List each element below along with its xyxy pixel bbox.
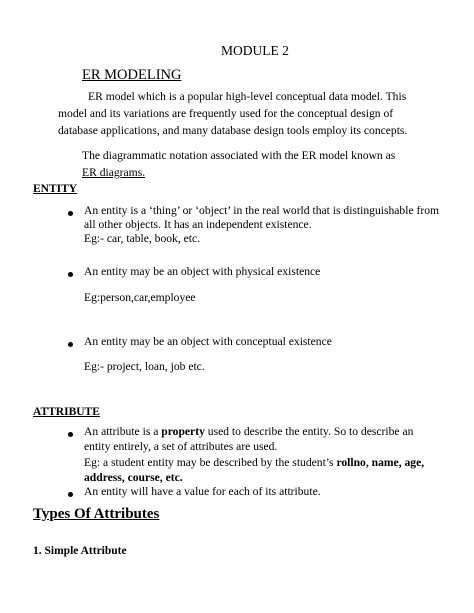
property-bold-term: property: [161, 425, 205, 438]
entity-heading: ENTITY: [33, 183, 78, 195]
entity-bullet-1-line-3: Eg:- car, table, book, etc.: [84, 232, 201, 245]
types-of-attributes-heading: Types Of Attributes: [33, 506, 160, 522]
attribute-bullet-2: An entity will have a value for each of its attribute.: [84, 485, 321, 498]
entity-bullet-2-example: Eg:person,car,employee: [84, 291, 196, 304]
bullet-icon: [68, 432, 73, 437]
er-diagrams-link-text: ER diagrams.: [82, 166, 146, 179]
module-title: MODULE 2: [221, 43, 289, 58]
entity-bullet-3-line-1: An entity may be an object with conceptual existence: [84, 335, 332, 348]
attribute-bullet-1-line-3: Eg: a student entity may be described by the student’s rollno, name, age,: [84, 456, 425, 469]
entity-bullet-2-line-1: An entity may be an object with physical existence: [84, 265, 321, 278]
notation-line-1: The diagrammatic notation associated with the ER model known as: [82, 149, 396, 162]
intro-line-2: model and its variations are frequently used for the conceptual design of: [58, 107, 394, 120]
entity-bullet-3-example: Eg:- project, loan, job etc.: [84, 360, 205, 373]
attribute-bullet-1-line-1: An attribute is a property used to describe the entity. So to describe an: [84, 425, 414, 438]
entity-bullet-1-line-2: all other objects. It has an independent existence.: [84, 218, 312, 231]
intro-line-3: database applications, and many database design tools employ its concepts.: [58, 124, 408, 137]
bullet-icon: [68, 492, 73, 497]
er-modeling-heading: ER MODELING: [82, 67, 182, 83]
simple-attribute-heading: 1. Simple Attribute: [33, 545, 127, 557]
attribute-bullet-1-line-2: entity entirely, a set of attributes are used.: [84, 440, 278, 453]
bullet-icon: [68, 211, 73, 216]
attribute-bullet-1-line-4: address, course, etc.: [84, 471, 183, 484]
attribute-heading: ATTRIBUTE: [33, 406, 100, 418]
bullet-icon: [68, 272, 73, 277]
intro-line-1: ER model which is a popular high-level conceptual data model. This: [88, 90, 407, 103]
entity-bullet-1-line-1: An entity is a ‘thing’ or ‘object’ in the real world that is distinguishable from: [84, 204, 440, 217]
bullet-icon: [68, 342, 73, 347]
